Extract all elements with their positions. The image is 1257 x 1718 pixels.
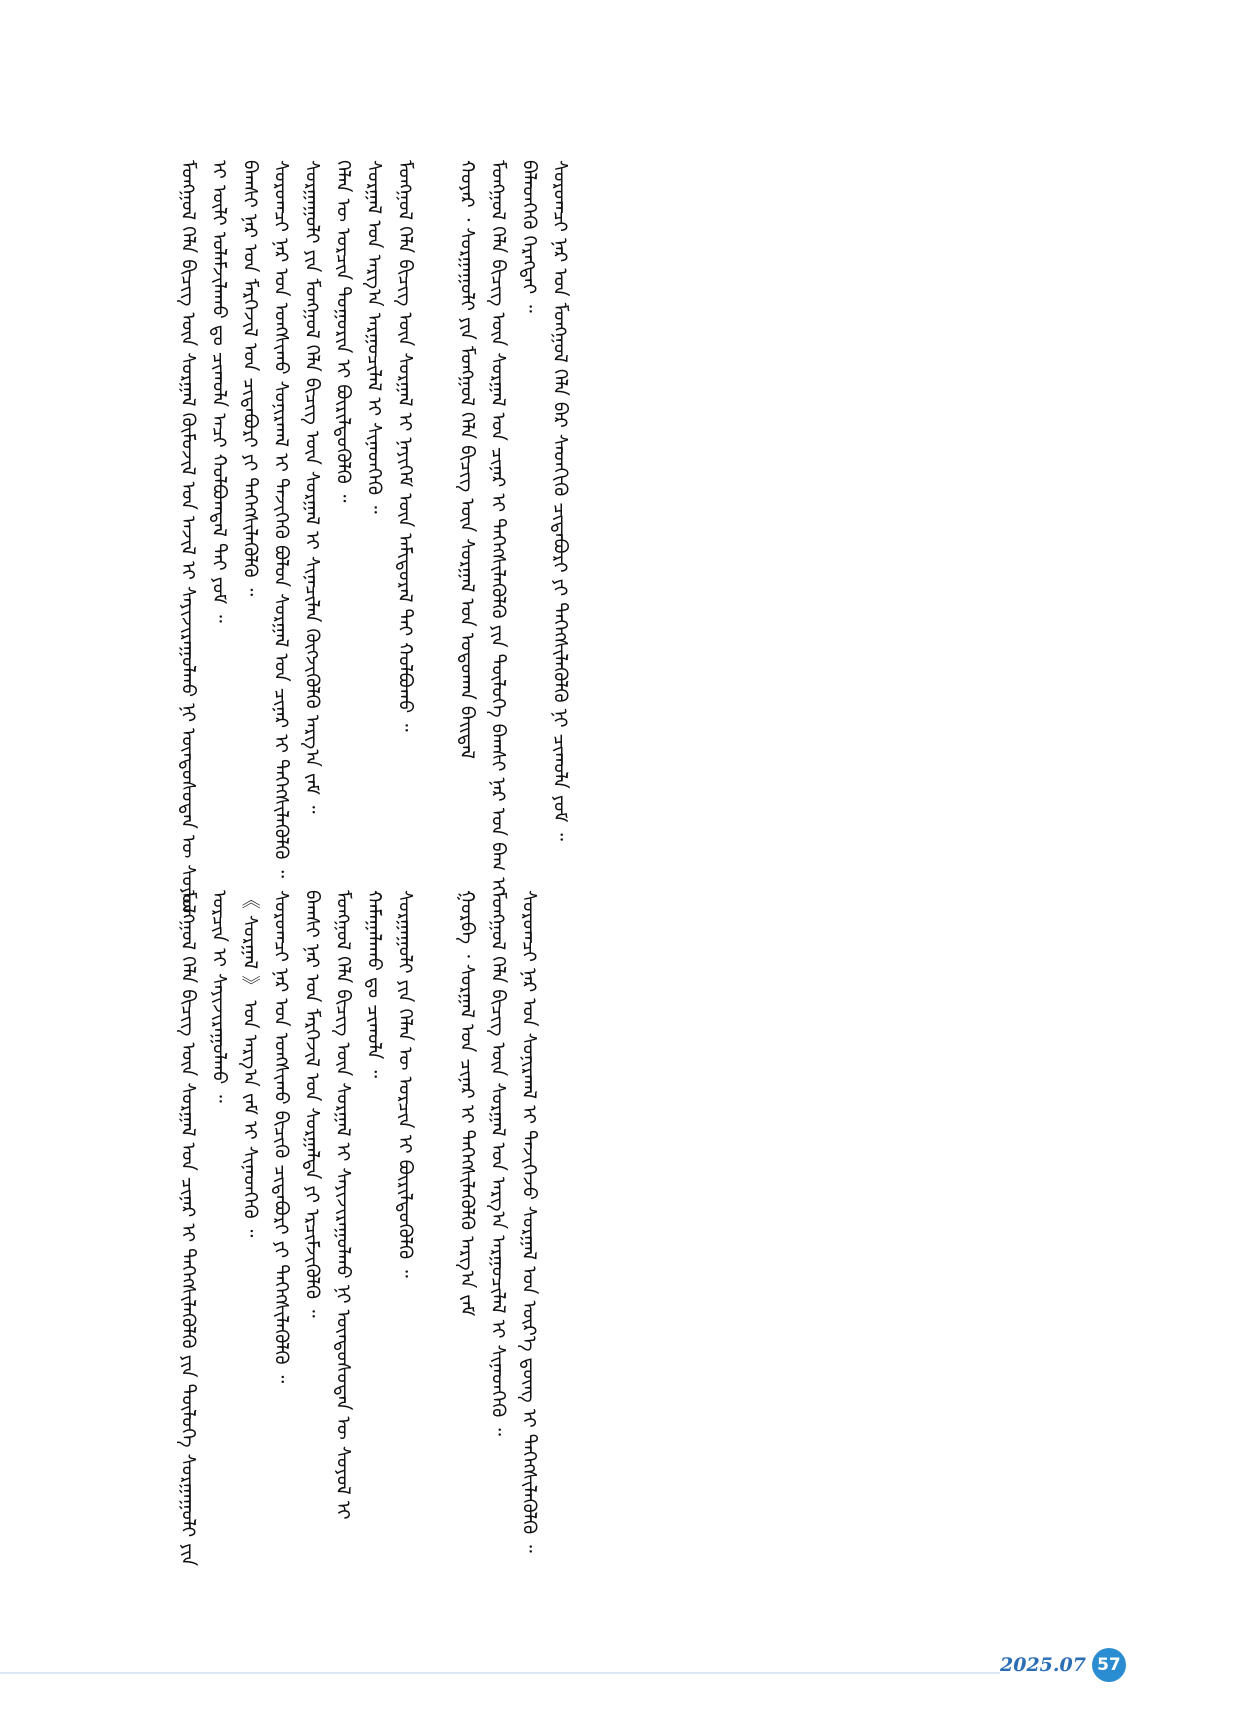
issue-date-label: 2025.07: [1000, 1654, 1086, 1676]
footer-divider: [0, 1672, 1000, 1674]
page-number-badge: 57: [1092, 1648, 1126, 1682]
page-footer: [1000, 1648, 1126, 1682]
body-text-column-bottom: ᠮᠣᠩᠭᠣᠯ ᠬᠡᠯᠡ ᠪᠢᠴᠢᠭ ᠦᠨ ᠰᠤᠷᠭᠠᠯ ᠤᠨ ᠴᠢᠨᠠᠷ ᠢ ᠳᠡᠭᠡᠭᠰᠢᠯᠡᠭᠦᠯᠬᠦ ᠶᠢᠨ ᠲᠥᠯᠥᠭᠡ ᠰᠤᠷᠭᠠᠭᠤᠯᠢ ᠶᠢᠨ ᠣᠷᠴᠢᠨ ᠢ ᠰᠠᠶᠢᠵᠢᠷᠠᠭᠤᠯᠬᠤ ᠃ 《 ᠰᠤᠷᠭᠠᠯ 》 ᠤᠨ ᠠᠷᠭ᠎ᠠ ᠵᠠᠮ ᠢ ᠰᠢᠨᠡᠳᠭᠡᠬᠦ ᠃ ᠰᠤᠷᠤᠭᠴᠢ ᠨᠠᠷ ᠤᠨ ᠤᠩᠰᠢᠬᠤ ᠪᠢᠴᠢᠬᠦ ᠴᠢᠳᠠᠪᠤᠷᠢ ᠶᠢ ᠳᠡᠭᠡᠭᠰᠢᠯᠡᠭᠦᠯᠬᠦ ᠃ ᠪᠠᠭᠰᠢ ᠨᠠᠷ ᠤᠨ ᠮᠡᠷᠭᠡᠵᠢᠯ ᠤᠨ ᠰᠤᠷᠭᠠᠯᠲᠠ ᠶᠢ ᠡᠷᠴᠢᠮᠵᠢᠭᠦᠯᠬᠦ ᠃ ᠮᠣᠩᠭᠣᠯ ᠬᠡᠯᠡ ᠪᠢᠴᠢᠭ ᠦᠨ ᠰᠤᠷᠭᠠᠯ ᠢ ᠰᠠᠶᠢᠵᠢᠷᠠᠭᠤᠯᠬᠤ ᠨᠢ ᠦᠨᠳᠦᠰᠦᠲᠡᠨ ᠦ ᠰᠣᠶᠣᠯ ᠢ ᠬᠠᠮᠠᠭᠠᠯᠠᠬᠤ ᠳᠤ ᠴᠢᠬᠤᠯᠠ ᠃ ᠰᠤᠷᠭᠠᠭᠤᠯᠢ ᠶᠢᠨ ᠬᠡᠯᠡᠨ ᠦ ᠣᠷᠴᠢᠨ ᠢ ᠪᠦᠷᠢᠯᠳᠦᠭᠦᠯᠬᠦ ᠃ ᠭᠤᠷᠪᠠ ᠂ ᠰᠤᠷᠭᠠᠯ ᠤᠨ ᠴᠢᠨᠠᠷ ᠢ ᠳᠡᠭᠡᠭᠰᠢᠯᠡᠭᠦᠯᠬᠦ ᠠᠷᠭ᠎ᠠ ᠵᠠᠮ ᠮᠣᠩᠭᠣᠯ ᠬᠡᠯᠡ ᠪᠢᠴᠢᠭ ᠦᠨ ᠰᠤᠷᠭᠠᠯ ᠤᠨ ᠠᠷᠭ᠎ᠠ ᠠᠷᠭᠤᠴᠢᠯᠠᠯ ᠢ ᠰᠢᠨᠡᠳᠭᠡᠬᠦ ᠃ ᠰᠤᠷᠤᠭᠴᠢ ᠨᠠᠷ ᠤᠨ ᠰᠣᠨᠢᠷᠬᠠᠯ ᠢ ᠲᠡᠵᠢᠭᠡᠵᠦ ᠰᠤᠷᠭᠠᠯ ᠤᠨ ᠦᠷ᠎ᠡ ᠳ᠋ᠦᠩ ᠢ ᠳᠡᠭᠡᠭᠰᠢᠯᠡᠭᠦᠯᠬᠦ ᠃: [177, 890, 540, 1567]
body-text-column-top: ᠮᠣᠩᠭᠣᠯ ᠬᠡᠯᠡ ᠪᠢᠴᠢᠭ ᠦᠨ ᠰᠤᠷᠭᠠᠯ ᠬᠦᠮᠦᠵᠢᠯ ᠤᠨ ᠠᠵᠢᠯ ᠢ ᠰᠠᠶᠢᠵᠢᠷᠠᠭᠤᠯᠬᠤ ᠨᠢ ᠦᠨᠳᠦᠰᠦᠲᠡᠨ ᠦ ᠰᠣᠶᠣᠯ ᠢ ᠦᠯᠢ ᠤᠯᠠᠮᠵᠢᠯᠠᠬᠤ ᠳᠤ ᠴᠢᠬᠤᠯᠠ ᠠᠴᠢ ᠬᠣᠯᠪᠣᠭᠳᠠᠯ ᠲᠠᠢ ᠶᠤᠮ ᠃ ᠪᠠᠭᠰᠢ ᠨᠠᠷ ᠤᠨ ᠮᠡᠷᠭᠡᠵᠢᠯ ᠤᠨ ᠴᠢᠳᠠᠪᠤᠷᠢ ᠶᠢ ᠳᠡᠭᠡᠭᠰᠢᠯᠡᠭᠦᠯᠬᠦ ᠃ ᠰᠤᠷᠤᠭᠴᠢ ᠨᠠᠷ ᠤᠨ ᠤᠩᠰᠢᠬᠤ ᠰᠣᠨᠢᠷᠬᠠᠯ ᠢ ᠲᠡᠵᠢᠭᠡᠬᠦ ᠪᠣᠯᠤᠨ ᠰᠤᠷᠭᠠᠯ ᠤᠨ ᠴᠢᠨᠠᠷ ᠢ ᠳᠡᠭᠡᠭᠰᠢᠯᠡᠭᠦᠯᠬᠦ ᠃ ᠰᠤᠷᠭᠠᠭᠤᠯᠢ ᠶᠢᠨ ᠮᠣᠩᠭᠣᠯ ᠬᠡᠯᠡ ᠪᠢᠴᠢᠭ ᠦᠨ ᠰᠤᠷᠭᠠᠯ ᠢ ᠰᠢᠨᠡᠴᠢᠯᠡᠨ ᠬᠦᠭᠵᠢᠭᠦᠯᠬᠦ ᠠᠷᠭ᠎ᠠ ᠵᠠᠮ ᠃ ᠬᠡᠯᠡᠨ ᠦ ᠣᠷᠴᠢᠨ ᠲᠣᠭᠣᠷᠢᠨ ᠢ ᠪᠦᠷᠢᠯᠳᠦᠭᠦᠯᠬᠦ ᠃ ᠰᠤᠷᠭᠠᠯ ᠤᠨ ᠠᠷᠭ᠎ᠠ ᠠᠷᠭᠤᠴᠢᠯᠠᠯ ᠢ ᠰᠢᠨᠡᠳᠭᠡᠬᠦ ᠃ ᠮᠣᠩᠭᠣᠯ ᠬᠡᠯᠡ ᠪᠢᠴᠢᠭ ᠦᠨ ᠰᠤᠷᠭᠠᠯ ᠢ ᠨᠡᠶᠢᠭᠡᠮ ᠦᠨ ᠠᠮᠢᠳᠤᠷᠠᠯ ᠲᠠᠢ ᠬᠣᠯᠪᠣᠬᠤ ᠃ ᠬᠣᠶᠠᠷ ᠂ ᠰᠤᠷᠭᠠᠭᠤᠯᠢ ᠶᠢᠨ ᠮᠣᠩᠭᠣᠯ ᠬᠡᠯᠡ ᠪᠢᠴᠢᠭ ᠦᠨ ᠰᠤᠷᠭᠠᠯ ᠤᠨ ᠣᠳᠣᠬᠠᠨ ᠪᠠᠢᠳᠠᠯ ᠮᠣᠩᠭᠣᠯ ᠬᠡᠯᠡ ᠪᠢᠴᠢᠭ ᠦᠨ ᠰᠤᠷᠭᠠᠯ ᠤᠨ ᠴᠢᠨᠠᠷ ᠢ ᠳᠡᠭᠡᠭᠰᠢᠯᠡᠭᠦᠯᠬᠦ ᠶᠢᠨ ᠲᠥᠯᠥᠭᠡ ᠪᠠᠭᠰᠢ ᠨᠠᠷ ᠤᠨ ᠪᠠᠭ ᠢ ᠪᠡᠯᠡᠳᠬᠡᠬᠦ ᠬᠡᠷᠡᠭᠲᠡᠢ ᠃ ᠰᠤᠷᠤᠭᠴᠢ ᠨᠠᠷ ᠤᠨ ᠮᠣᠩᠭᠣᠯ ᠬᠡᠯᠡ ᠪᠡᠷ ᠰᠡᠳᠬᠢᠬᠦ ᠴᠢᠳᠠᠪᠤᠷᠢ ᠶᠢ ᠳᠡᠭᠡᠭᠰᠢᠯᠡᠭᠦᠯᠬᠦ ᠨᠢ ᠴᠢᠬᠤᠯᠠ ᠶᠤᠮ ᠃: [177, 160, 571, 914]
